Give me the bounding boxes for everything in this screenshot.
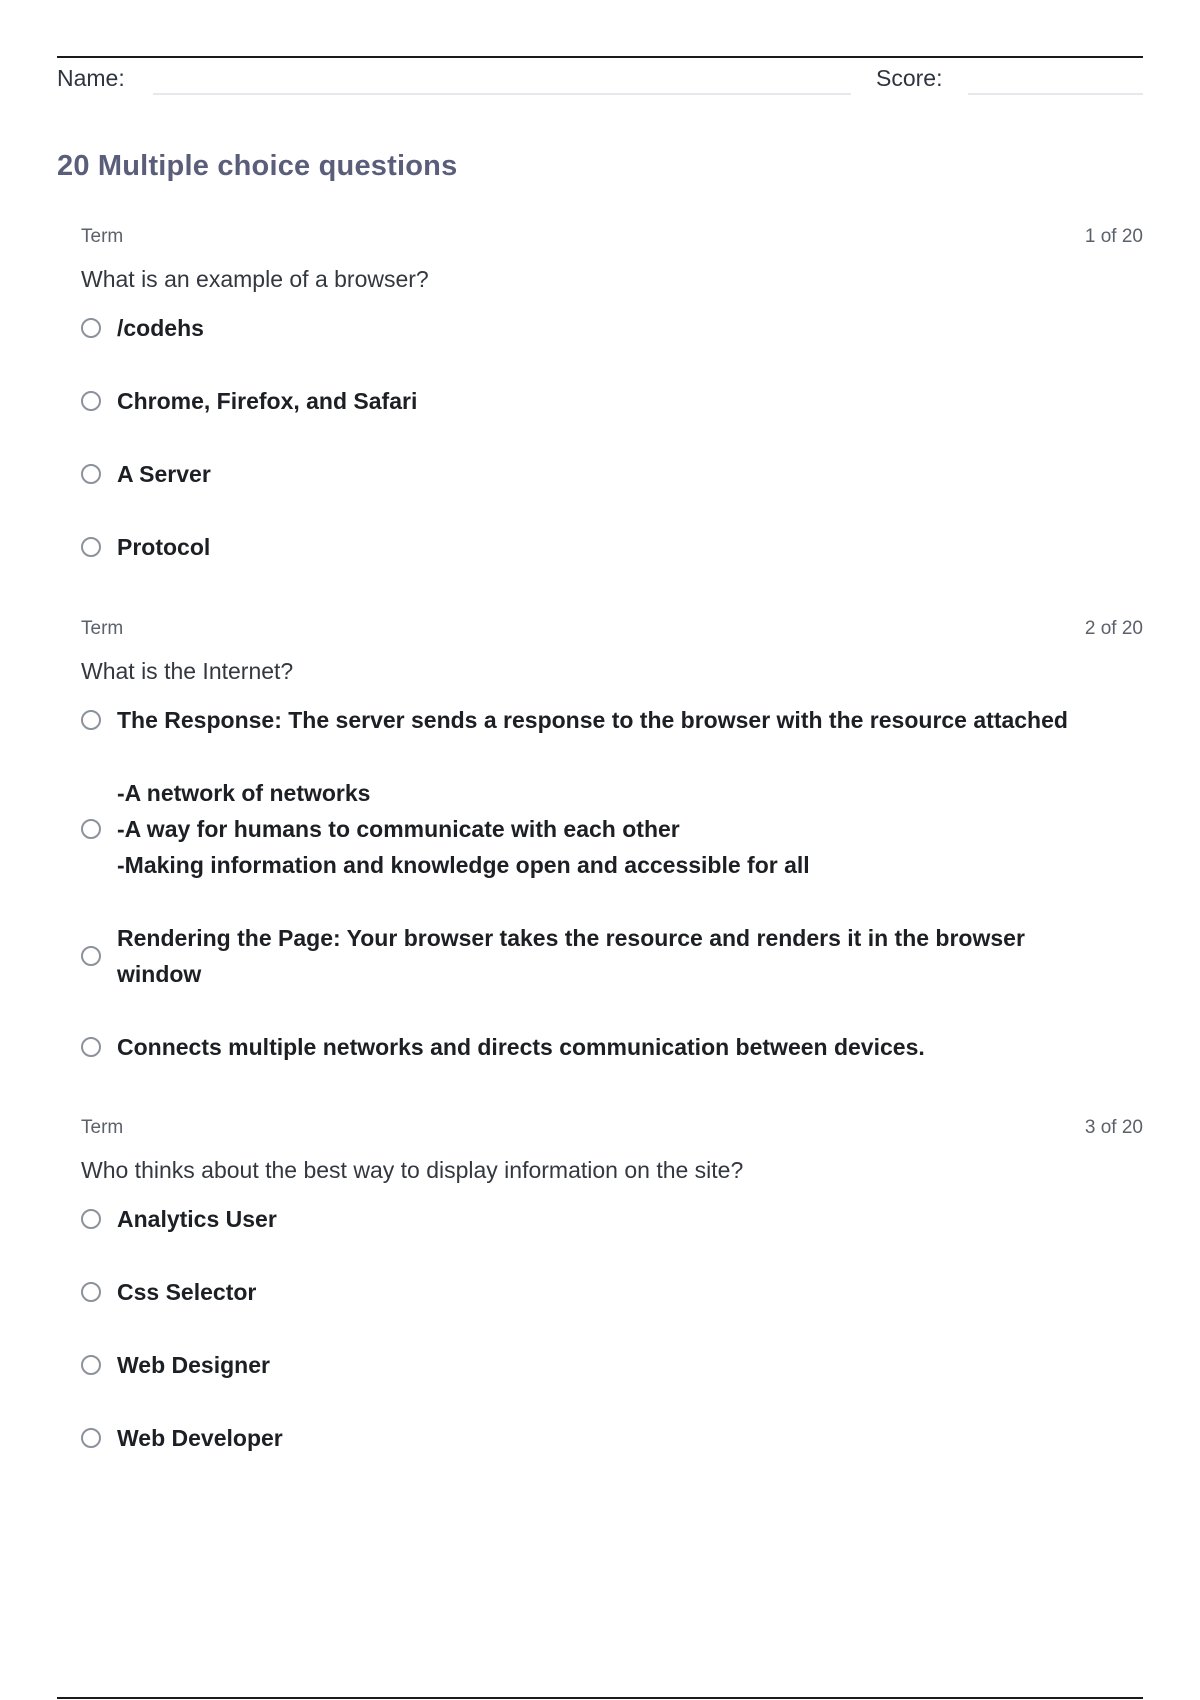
answer-option-label: Connects multiple networks and directs communication between devices. xyxy=(117,1034,925,1060)
score-label: Score: xyxy=(876,65,943,91)
question-counter: 1 of 20 xyxy=(1084,226,1143,247)
answer-option[interactable] xyxy=(81,1274,1143,1310)
radio-button-icon[interactable] xyxy=(81,318,101,338)
term-label: Term xyxy=(81,226,124,247)
radio-button-icon[interactable] xyxy=(81,819,101,839)
answer-option-label: Protocol xyxy=(117,534,211,560)
radio-button-icon[interactable] xyxy=(81,464,101,484)
answer-option[interactable] xyxy=(81,920,1143,992)
answer-option[interactable] xyxy=(81,310,1143,346)
answer-option[interactable] xyxy=(81,1420,1143,1456)
name-field[interactable] xyxy=(153,93,851,95)
top-divider xyxy=(57,56,1143,58)
question-counter: 3 of 20 xyxy=(1084,1117,1143,1138)
answer-option-label: Analytics User xyxy=(117,1206,277,1232)
answer-option-label: /codehs xyxy=(117,315,204,341)
answer-option-label: Chrome, Firefox, and Safari xyxy=(117,388,418,414)
answer-option-label: Web Designer xyxy=(117,1352,270,1378)
radio-button-icon[interactable] xyxy=(81,1037,101,1057)
radio-button-icon[interactable] xyxy=(81,1282,101,1302)
term-label: Term xyxy=(81,618,124,639)
answer-option[interactable] xyxy=(81,775,1143,883)
answer-option-label: Rendering the Page: Your browser takes the resource and renders it in the browser window xyxy=(117,925,1025,987)
answer-option-label: -A network of networks -A way for humans to communicate with each other -Making information and knowledge open and accessible for all xyxy=(117,780,810,878)
term-label: Term xyxy=(81,1117,124,1138)
answer-option[interactable] xyxy=(81,1201,1143,1237)
radio-button-icon[interactable] xyxy=(81,1355,101,1375)
radio-button-icon[interactable] xyxy=(81,1209,101,1229)
answer-option-label: The Response: The server sends a response to the browser with the resource attached xyxy=(117,707,1068,733)
radio-button-icon[interactable] xyxy=(81,1428,101,1448)
question-counter: 2 of 20 xyxy=(1084,618,1143,639)
page-title: 20 Multiple choice questions xyxy=(57,150,458,182)
radio-button-icon[interactable] xyxy=(81,537,101,557)
name-label: Name: xyxy=(57,65,125,91)
question-2 xyxy=(81,618,1143,1065)
answer-option[interactable] xyxy=(81,456,1143,492)
answer-option[interactable] xyxy=(81,529,1143,565)
answer-option[interactable] xyxy=(81,1347,1143,1383)
question-prompt: What is an example of a browser? xyxy=(81,266,429,292)
answer-option-label: Css Selector xyxy=(117,1279,257,1305)
score-field[interactable] xyxy=(968,93,1143,95)
radio-button-icon[interactable] xyxy=(81,391,101,411)
question-3 xyxy=(81,1117,1143,1456)
answer-option-label: Web Developer xyxy=(117,1425,283,1451)
bottom-divider xyxy=(57,1697,1143,1699)
answer-option[interactable] xyxy=(81,383,1143,419)
question-prompt: Who thinks about the best way to display information on the site? xyxy=(81,1157,744,1183)
answer-option-label: A Server xyxy=(117,461,211,487)
radio-button-icon[interactable] xyxy=(81,946,101,966)
radio-button-icon[interactable] xyxy=(81,710,101,730)
question-prompt: What is the Internet? xyxy=(81,658,294,684)
answer-option[interactable] xyxy=(81,1029,1143,1065)
answer-option[interactable] xyxy=(81,702,1143,738)
question-1 xyxy=(81,226,1143,565)
